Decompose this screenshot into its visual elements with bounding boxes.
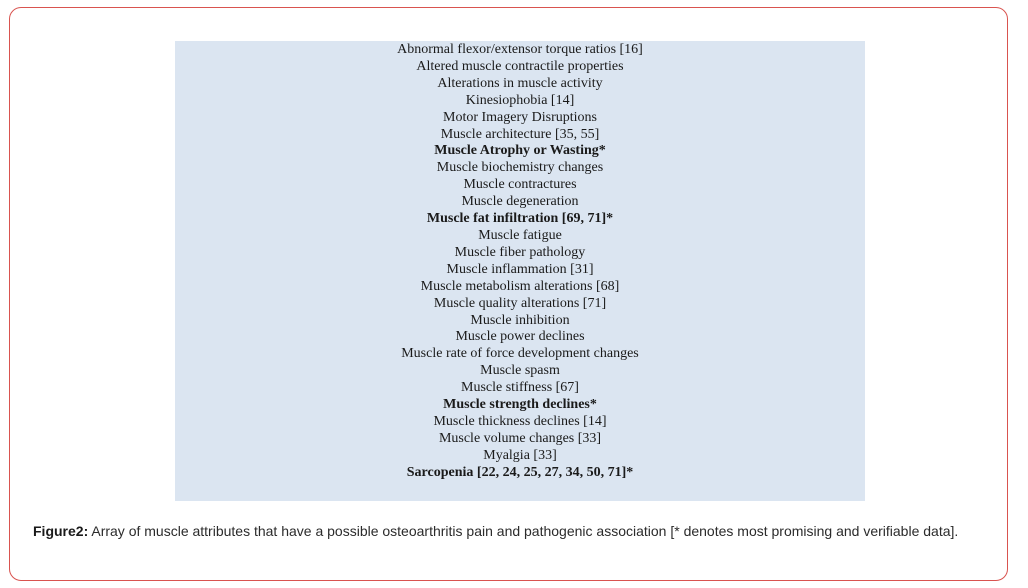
muscle-attribute-item: Muscle quality alterations [71] [433, 295, 607, 311]
muscle-attribute-item: Kinesiophobia [14] [465, 92, 575, 108]
muscle-attribute-item: Muscle power declines [455, 329, 585, 345]
muscle-attribute-item: Muscle inhibition [470, 312, 570, 328]
figure-caption-label: Figure2: [33, 523, 89, 539]
muscle-attribute-item: Abnormal flexor/extensor torque ratios [16] [397, 42, 643, 57]
figure-caption [33, 523, 1008, 540]
muscle-attribute-item: Muscle strength declines* [443, 397, 597, 413]
muscle-attribute-item: Myalgia [33] [483, 447, 557, 463]
figure-caption-text: Array of muscle attributes that have a possible osteoarthritis pain and pathogenic association [* denotes most promising and verifiable data]. [88, 523, 959, 539]
figure-image-panel [175, 41, 865, 501]
muscle-attribute-item: Muscle Atrophy or Wasting* [434, 143, 606, 159]
muscle-attribute-item: Muscle contractures [463, 177, 577, 193]
muscle-attribute-item: Muscle rate of force development changes [401, 346, 639, 362]
muscle-attribute-item: Muscle spasm [480, 363, 560, 379]
muscle-attribute-item: Muscle architecture [35, 55] [440, 126, 600, 142]
muscle-attribute-item: Sarcopenia [22, 24, 25, 27, 34, 50, 71]* [406, 464, 634, 480]
figure-frame [9, 7, 1008, 581]
muscle-attribute-item: Altered muscle contractile properties [416, 58, 624, 74]
muscle-attribute-item: Muscle metabolism alterations [68] [420, 278, 620, 294]
muscle-attribute-item: Muscle fatigue [478, 227, 562, 243]
muscle-attribute-item: Muscle degeneration [461, 194, 579, 210]
muscle-attribute-item: Muscle inflammation [31] [446, 261, 594, 277]
muscle-attribute-item: Muscle fat infiltration [69, 71]* [426, 211, 614, 227]
muscle-attribute-list [175, 42, 865, 482]
muscle-attribute-item: Muscle fiber pathology [454, 244, 586, 260]
muscle-attribute-item: Muscle stiffness [67] [461, 380, 579, 396]
muscle-attribute-item: Muscle thickness declines [14] [433, 413, 607, 429]
muscle-attribute-item: Muscle volume changes [33] [438, 430, 602, 446]
muscle-attribute-item: Motor Imagery Disruptions [443, 109, 597, 125]
muscle-attribute-item: Alterations in muscle activity [437, 75, 603, 91]
muscle-attribute-item: Muscle biochemistry changes [436, 160, 604, 176]
